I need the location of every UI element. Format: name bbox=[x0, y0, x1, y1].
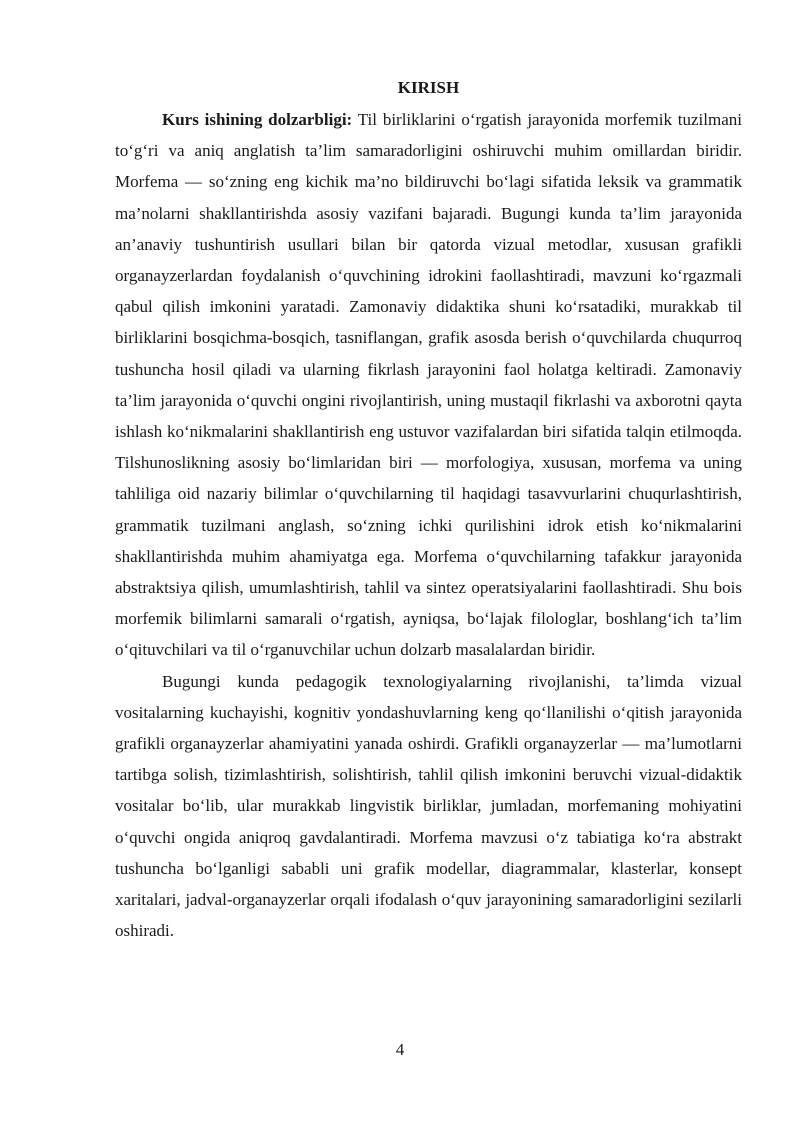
paragraph-text: Til birliklarini o‘rgatish jarayonida morfemik tuzilmani to‘g‘ri va aniq anglatish ta’lim samaradorligini oshiruvchi muhim omillardan biridir. Morfema — so‘zning eng kichik ma’no bildiruvchi bo‘lagi sifatida leksik va grammatik ma’nolarni shakllantirishda asosiy vazifani bajaradi. Bugungi kunda ta’lim jarayonida an’anaviy tushuntirish usullari bilan bir qatorda vizual metodlar, xususan grafikli organayzerlardan foydalanish o‘quvchining idrokini faollashtiradi, mavzuni ko‘rgazmali qabul qilish imkonini yaratadi. Zamonaviy didaktika shuni ko‘rsatadiki, murakkab til birliklarini bosqichma-bosqich, tasniflangan, grafik asosda berish o‘quvchilarda chuqurroq tushuncha hosil qiladi va ularning fikrlash jarayonini faol holatga keltiradi. Zamonaviy ta’lim jarayonida o‘quvchi ongini rivojlantirish, uning mustaqil fikrlashi va axborotni qayta ishlash ko‘nikmalarini shakllantirish eng ustuvor vazifalardan biri sifatida talqin etilmoqda. Tilshunoslikning asosiy bo‘limlaridan biri — morfologiya, xususan, morfema va uning tahliliga oid nazariy bilimlar o‘quvchilarning til haqidagi tasavvurlarini chuqurlashtirish, grammatik tuzilmani anglash, so‘zning ichki qurilishini idrok etish ko‘nikmalarini shakllantirishda muhim ahamiyatga ega. Morfema o‘quvchilarning tafakkur jarayonida abstraktsiya qilish, umumlashtirish, tahlil va sintez operatsiyalarini faollashtiradi. Shu bois morfemik bilimlarni samarali o‘rgatish, ayniqsa, bo‘lajak filologlar, boshlang‘ich ta’lim o‘qituvchilari va til o‘rganuvchilar uchun dolzarb masalalardan biridir. bbox=[115, 110, 742, 660]
paragraph-lead: Kurs ishining dolzarbligi: bbox=[162, 110, 353, 129]
page-number: 4 bbox=[395, 1040, 405, 1059]
paragraph-relevance bbox=[115, 104, 742, 666]
paragraph-text: Bugungi kunda pedagogik texnologiyalarning rivojlanishi, ta’limda vizual vositalarning kuchayishi, kognitiv yondashuvlarning keng qo‘llanilishi o‘qitish jarayonida grafikli organayzerlar ahamiyatini yanada oshirdi. Grafikli organayzerlar — ma’lumotlarni tartibga solish, tizimlashtirish, solishtirish, tahlil qilish imkonini beruvchi vizual-didaktik vositalar bo‘lib, ular murakkab lingvistik birliklar, jumladan, morfemaning mohiyatini o‘quvchi ongida aniqroq gavdalantiradi. Morfema mavzusi o‘z tabiatiga ko‘ra abstrakt tushuncha bo‘lganligi sababli uni grafik modellar, diagrammalar, klasterlar, konsept xaritalari, jadval-organayzerlar orqali ifodalash o‘quv jarayonining samaradorligini sezilarli oshiradi. bbox=[115, 671, 742, 941]
paragraph-graphic-organizers bbox=[115, 666, 742, 947]
section-heading: KIRISH bbox=[397, 78, 460, 97]
